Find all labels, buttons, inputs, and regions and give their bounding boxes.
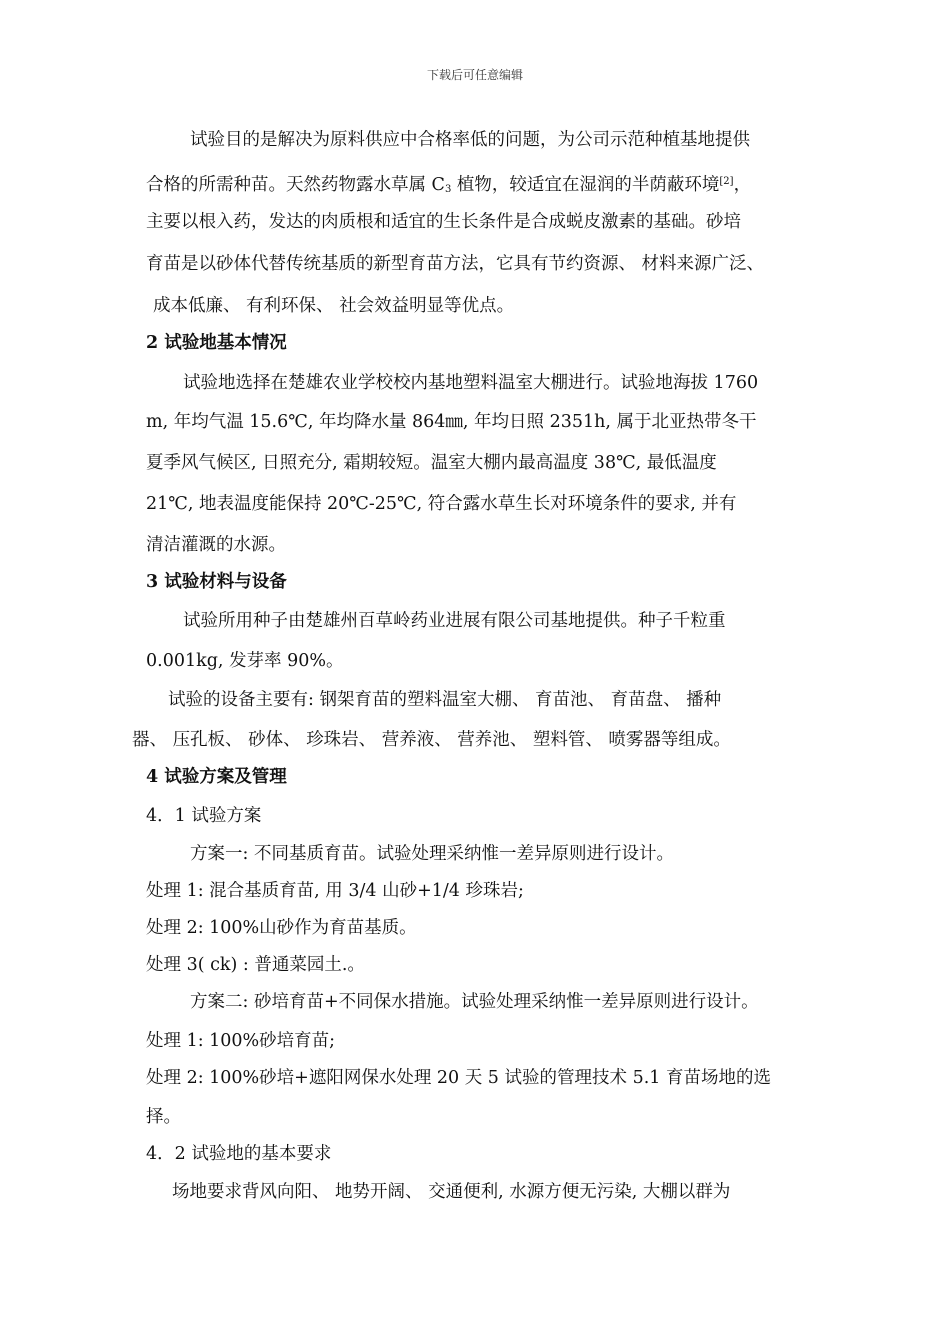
- paragraph-line: 试验目的是解决为原料供应中合格率低的问题，为公司示范种植基地提供: [190, 130, 750, 150]
- paragraph-line: 0.001kg, 发芽率 90%。: [146, 651, 344, 671]
- section-heading: 4 试验方案及管理: [146, 767, 287, 787]
- paragraph-line: 育苗是以砂体代替传统基质的新型育苗方法，它具有节约资源、 材料来源广泛、: [146, 254, 765, 274]
- section-heading: 3 试验材料与设备: [146, 572, 287, 592]
- subscript: 3: [444, 184, 452, 195]
- paragraph-line: 处理 2: 100%山砂作为育苗基质。: [146, 918, 417, 938]
- paragraph-line: 主要以根入药，发达的肉质根和适宜的生长条件是合成蜕皮激素的基础。砂培: [146, 212, 741, 232]
- subsection-heading: 4．2 试验地的基本要求: [146, 1144, 332, 1164]
- citation: [2]: [719, 176, 734, 187]
- subsection-heading: 4．1 试验方案: [146, 806, 262, 826]
- paragraph-line: 处理 3( ck) : 普通菜园土.。: [146, 955, 365, 975]
- paragraph-line: 夏季风气候区, 日照充分, 霜期较短。温室大棚内最高温度 38℃, 最低温度: [146, 453, 717, 473]
- paragraph-line: m, 年均气温 15.6℃, 年均降水量 864㎜, 年均日照 2351h, 属于北亚热带冬干: [146, 412, 757, 432]
- section-heading: 2 试验地基本情况: [146, 333, 287, 353]
- paragraph-line: 成本低廉、 有利环保、 社会效益明显等优点。: [153, 296, 515, 316]
- paragraph-line: 试验地选择在楚雄农业学校校内基地塑料温室大棚进行。试验地海拔 1760: [183, 373, 759, 393]
- paragraph-line: 试验的设备主要有: 钢架育苗的塑料温室大棚、 育苗池、 育苗盘、 播种: [168, 690, 722, 710]
- paragraph-line: 方案二: 砂培育苗+不同保水措施。试验处理采纳惟一差异原则进行设计。: [190, 992, 759, 1012]
- paragraph-line: 器、 压孔板、 砂体、 珍珠岩、 营养液、 营养池、 塑料管、 喷雾器等组成。: [132, 730, 731, 750]
- paragraph-line: 21℃, 地表温度能保持 20℃-25℃, 符合露水草生长对环境条件的要求, 并有: [146, 494, 737, 514]
- paragraph-line: 方案一: 不同基质育苗。试验处理采纳惟一差异原则进行设计。: [190, 844, 674, 864]
- paragraph-line: 处理 1: 混合基质育苗, 用 3/4 山砂+1/4 珍珠岩;: [146, 881, 524, 901]
- paragraph-line: 清洁灌溉的水源。: [146, 535, 286, 555]
- paragraph-line: 合格的所需种苗。天然药物露水草属 $C_3$ 植物，较适宜在湿润的半荫蔽环境[2]，: [146, 175, 752, 195]
- paragraph-line: 择。: [146, 1107, 181, 1127]
- paragraph-line: 处理 1: 100%砂培育苗;: [146, 1031, 336, 1051]
- paragraph-line: 试验所用种子由楚雄州百草岭药业进展有限公司基地提供。种子千粒重: [183, 611, 726, 631]
- page-header: 下载后可任意编辑: [426, 68, 523, 82]
- paragraph-line: 场地要求背风向阳、 地势开阔、 交通便利, 水源方便无污染, 大棚以群为: [172, 1182, 731, 1202]
- paragraph-line: 处理 2: 100%砂培+遮阳网保水处理 20 天 5 试验的管理技术 5.1 育苗场地的选: [146, 1068, 771, 1088]
